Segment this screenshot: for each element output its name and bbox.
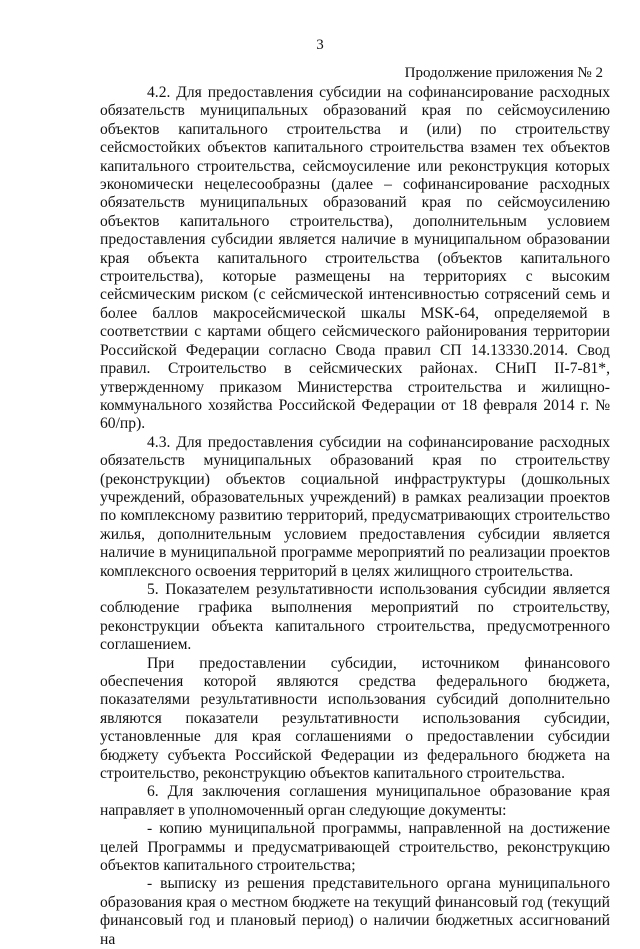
paragraph-6: 6. Для заключения соглашения муниципальное образование края направляет в уполномоченный орган следующие документы: — [100, 783, 610, 819]
list-item-budget-extract: - выписку из решения представительного органа муниципального образования края о местном бюджете на текущий финансовый год (текущий финансовый год и плановый период) о наличии бюджетных ассигнований на — [100, 875, 610, 948]
list-item-program-copy: - копию муниципальной программы, направленной на достижение целей Программы и предусматривающей строительство, реконструкцию объектов капитального строительства; — [100, 820, 610, 875]
document-body — [100, 84, 610, 949]
page-number: 3 — [316, 37, 324, 53]
paragraph-federal-funding: При предоставлении субсидии, источником финансового обеспечения которой являются средства федерального бюджета, показателями результативности использования субсидий дополнительно являются показатели результативности использования субсидии, установленные для края соглашениями о предоставлении субсидии бюджету субъекта Российской Федерации из федерального бюджета на строительство, реконструкцию объектов капитального строительства. — [100, 654, 610, 783]
appendix-continuation-note: Продолжение приложения № 2 — [404, 65, 603, 81]
paragraph-4-2: 4.2. Для предоставления субсидии на софинансирование расходных обязательств муниципальных образований края по сейсмоусилению объектов капитального строительства и (или) по строительству сейсмостойких объектов капитального строительства взамен тех объектов капитального строительства, сейсмоусиление или реконструкция которых экономически нецелесообразны (далее – софинансирование расходных обязательств муниципальных образований края по сейсмоусилению объектов капитального строительства), дополнительным условием предоставления субсидии является наличие в муниципальном образовании края объекта капитального строительства (объектов капитального строительства), которые размещены на территориях с высоким сейсмическим риском (с сейсмической интенсивностью сотрясений семь и более баллов макросейсмической шкалы MSK-64, определяемой в соответствии с картами общего сейсмического районирования территории Российской Федерации согласно Свода правил СП 14.13330.2014. Свод правил. Строительство в сейсмических районах. СНиП II-7-81*, утвержденному приказом Министерства строительства и жилищно-коммунального хозяйства Российской Федерации от 18 февраля 2014 г. № 60/пр). — [100, 84, 610, 433]
paragraph-5: 5. Показателем результативности использования субсидии является соблюдение графика выполнения мероприятий по строительству, реконструкции объекта капитального строительства, предусмотренного соглашением. — [100, 580, 610, 654]
paragraph-4-3: 4.3. Для предоставления субсидии на софинансирование расходных обязательств муниципальных образований края по строительству (реконструкции) объектов социальной инфраструктуры (дошкольных учреждений, образовательных учреждений) в рамках реализации проектов по комплексному развитию территорий, предусматривающих строительство жилья, дополнительным условием предоставления субсидии является наличие в муниципальной программе мероприятий по реализации проектов комплексного освоения территорий в целях жилищного строительства. — [100, 433, 610, 580]
